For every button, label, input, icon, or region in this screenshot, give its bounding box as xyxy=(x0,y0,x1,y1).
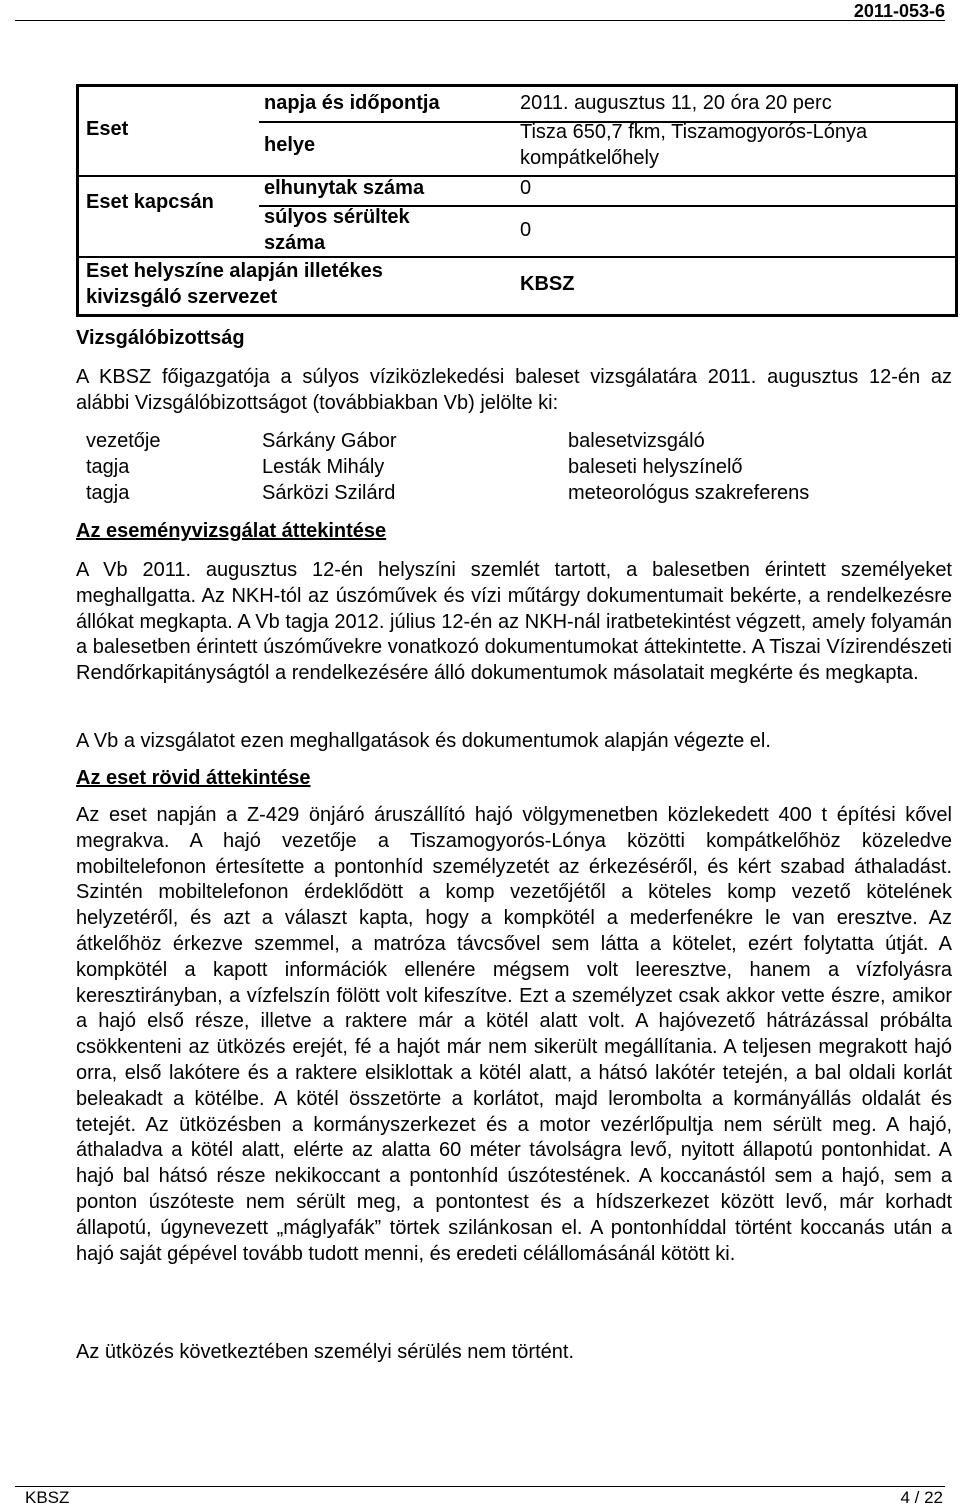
illetekes-label-line2: kivizsgáló szervezet xyxy=(86,286,278,308)
sulyos-value: 0 xyxy=(520,219,532,241)
vb-intro-paragraph: A KBSZ főigazgatója a súlyos víziközlekedési baleset vizsgálatára 2011. augusztus 12-én az alábbi Vizsgálóbizottságot (továbbiakban Vb) jelölte ki: xyxy=(76,366,952,414)
eset-label: Eset xyxy=(86,118,129,140)
vb-heading: Vizsgálóbizottság xyxy=(76,327,245,349)
sulyos-label-line1: súlyos sérültek xyxy=(264,206,410,228)
overview-heading: Az eseményvizsgálat áttekintése xyxy=(76,520,387,542)
footer-rule xyxy=(15,1486,945,1487)
member-title: balesetvizsgáló xyxy=(568,430,705,452)
summary-paragraph-1: Az eset napján a Z-429 önjáró áruszállító hajó völgymenetben közlekedett 400 t építési kővel megrakva. A hajó vezetője a Tiszamogyorós-Lónya közötti kompátkelőhöz közeledve mobiltelefonon értesítette a pontonhíd személyzetét az érkezéséről, és kért szabad áthaladást. Szintén mobiltelefonon érdeklődött a komp vezetőjétől a köteles komp vezető kötelének helyzetéről, és azt a választ kapta, hogy a kompkötél a mederfenékre le van eresztve. Az átkelőhöz érkezve szemmel, a matróza távcsővel sem látta a kötelet, ezért folytatta útját. A kompkötél a kapott információk ellenére mégsem volt leeresztve, hanem a vízfolyásra keresztirányban, a vízfelszín fölött volt kifeszítve. Ezt a személyzet csak akkor vette észre, amikor a hajó első része, illetve a raktere már a kötél alatt volt. A hajóvezető hátrázással próbálta csökkenteni az ütközés erejét, fé a hajót már nem sikerült megállítania. A teljesen megrakott hajó orra, első lakótere és a raktere elsiklottak a kötél alatt, a hátsó lakótér tetején, a bal oldali korlát beleakadt a kötélbe. A kötél összetörte a korlátot, majd lerombolta a kormányállás oldalát és tetejét. Az ütközésben a kormányszerkezet és a motor vezérlőpultja nem sérült meg. A hajó, áthaladva a kötél alatt, elérte az alatta 60 méter távolságra levő, nyitott állapotú pontonhidat. A hajó bal hátsó része nekikoccant a pontonhíd úszótestének. A koccanástól sem a hajó, sem a ponton úszóteste nem sérült meg, a pontontest és a hídszerkezet között levő, már korhadt állapotú, úgynevezett „máglyafák” törtek szilánkosan el. A pontonhíddal történt koccanás után a hajó saját gépével tovább tudott menni, és eredeti célállomásánál kötött ki. xyxy=(76,804,952,1265)
member-name: Sárközi Szilárd xyxy=(262,482,396,504)
member-name: Lesták Mihály xyxy=(262,456,385,478)
summary-heading: Az eset rövid áttekintése xyxy=(76,767,311,789)
helye-label: helye xyxy=(264,134,316,156)
elhunytak-label: elhunytak száma xyxy=(264,177,425,199)
member-title: baleseti helyszínelő xyxy=(568,456,743,478)
napja-value: 2011. augusztus 11, 20 óra 20 perc xyxy=(520,92,832,114)
member-role: vezetője xyxy=(86,430,161,452)
document-id: 2011-053-6 xyxy=(853,1,945,21)
sulyos-label-line2: száma xyxy=(264,232,326,254)
helye-value-line1: Tisza 650,7 fkm, Tiszamogyorós-Lónya xyxy=(520,121,868,143)
member-role: tagja xyxy=(86,456,130,478)
helye-value-line2: kompátkelőhely xyxy=(520,147,659,169)
page-number: 4 / 22 xyxy=(900,1488,943,1507)
summary-paragraph-2: Az ütközés következtében személyi sérülés nem történt. xyxy=(76,1341,575,1363)
table-divider xyxy=(79,175,955,177)
member-role: tagja xyxy=(86,482,130,504)
overview-paragraph-1: A Vb 2011. augusztus 12-én helyszíni szemlét tartott, a balesetben érintett személyeket meghallgatta. Az NKH-tól az úszóművek és vízi műtárgy dokumentumait bekérte, a rendelkezésre állókat megkapta. A Vb tagja 2012. július 12-én az NKH-nál iratbetekintést végzett, amely folyamán a balesetben érintett úszóművekre vonatkozó dokumentumokat áttekintette. A Tiszai Vízirendészeti Rendőrkapitányságtól a rendelkezésére álló dokumentumok másolatait megkérte és megkapta. xyxy=(76,559,952,685)
member-title: meteorológus szakreferens xyxy=(568,482,810,504)
illetekes-label-line1: Eset helyszíne alapján illetékes xyxy=(86,260,383,282)
member-name: Sárkány Gábor xyxy=(262,430,397,452)
eset-kapcsan-label: Eset kapcsán xyxy=(86,191,214,213)
illetekes-value: KBSZ xyxy=(520,273,575,295)
footer-org: KBSZ xyxy=(25,1488,70,1507)
event-info-table xyxy=(76,84,958,317)
napja-label: napja és időpontja xyxy=(264,92,440,114)
overview-paragraph-2: A Vb a vizsgálatot ezen meghallgatások és dokumentumok alapján végezte el. xyxy=(76,730,771,752)
elhunytak-value: 0 xyxy=(520,177,532,199)
header-rule xyxy=(15,20,945,21)
